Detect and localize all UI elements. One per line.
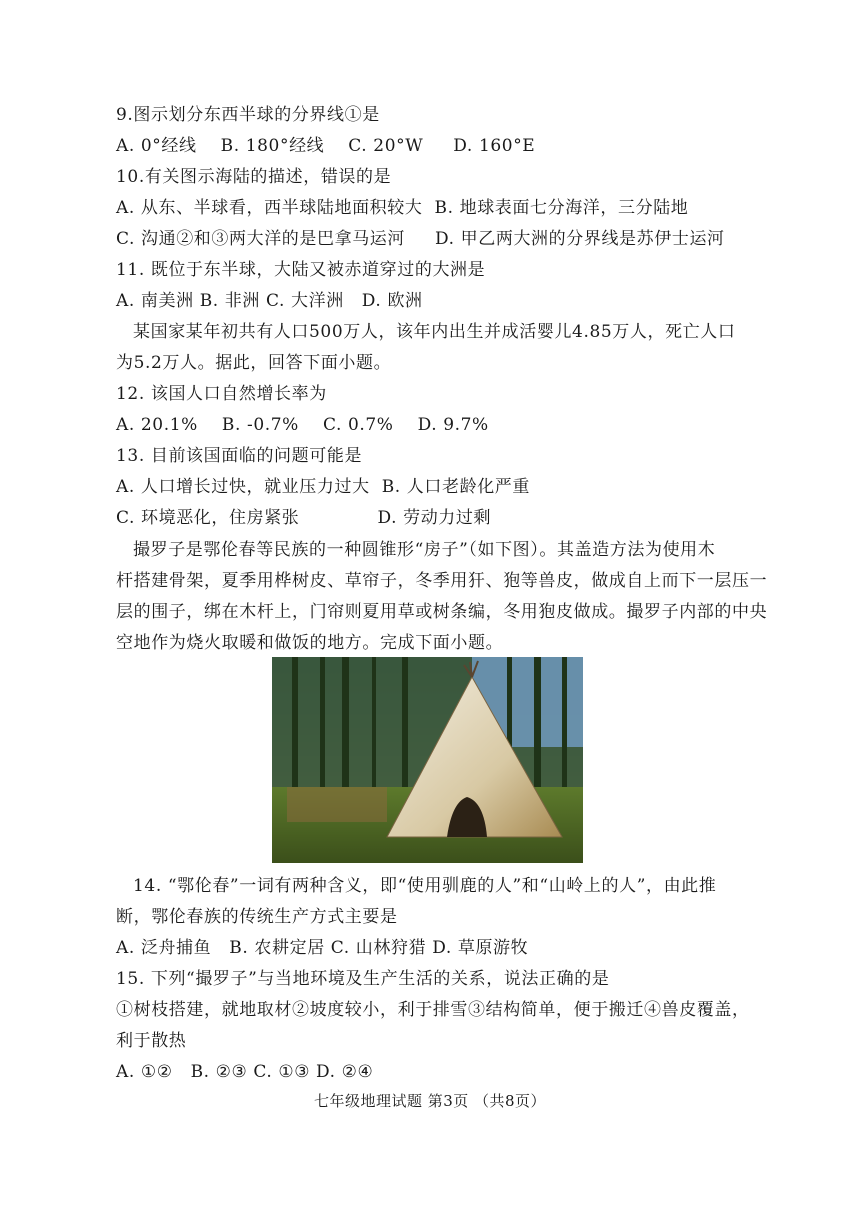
passage-population-line2: 为5.2万人。据此，回答下面小题。 xyxy=(116,353,392,373)
question-10-options-row1: A. 从东、半球看，西半球陆地面积较大 B. 地球表面七分海洋，三分陆地 xyxy=(116,198,689,218)
question-13-options-row2: C. 环境恶化，住房紧张 D. 劳动力过剩 xyxy=(116,508,492,528)
passage-tent-line4: 空地作为烧火取暖和做饭的地方。完成下面小题。 xyxy=(116,633,504,653)
question-10-options-row2: C. 沟通②和③两大洋的是巴拿马运河 D. 甲乙两大洲的分界线是苏伊士运河 xyxy=(116,229,725,249)
question-15: 15. 下列“撮罗子”与当地环境及生产生活的关系，说法正确的是 xyxy=(116,969,610,989)
question-11-options: A. 南美洲 B. 非洲 C. 大洋洲 D. 欧洲 xyxy=(116,291,423,311)
question-9-options: A. 0°经线 B. 180°经线 C. 20°W D. 160°E xyxy=(116,136,536,156)
question-14-line2: 断，鄂伦春族的传统生产方式主要是 xyxy=(116,907,398,927)
question-14-line1: 14. “鄂伦春”一词有两种含义，即“使用驯鹿的人”和“山岭上的人”，由此推 xyxy=(133,876,717,896)
question-11: 11. 既位于东半球，大陆又被赤道穿过的大洲是 xyxy=(116,260,486,280)
question-15-statements-line2: 利于散热 xyxy=(116,1031,187,1051)
question-14-options: A. 泛舟捕鱼 B. 农耕定居 C. 山林狩猎 D. 草原游牧 xyxy=(116,938,529,958)
question-12: 12. 该国人口自然增长率为 xyxy=(116,384,327,404)
question-15-statements-line1: ①树枝搭建，就地取材②坡度较小，利于排雪③结构简单，便于搬迁④兽皮覆盖， xyxy=(116,1000,750,1020)
passage-tent-line1: 撮罗子是鄂伦春等民族的一种圆锥形“房子”（如下图）。其盖造方法为使用木 xyxy=(133,540,716,560)
question-9: 9.图示划分东西半球的分界线①是 xyxy=(116,105,380,125)
passage-tent-line2: 杆搭建骨架，夏季用桦树皮、草帘子，冬季用犴、狍等兽皮，做成自上而下一层压一 xyxy=(116,571,768,591)
tent-photo xyxy=(272,657,583,863)
question-12-options: A. 20.1% B. -0.7% C. 0.7% D. 9.7% xyxy=(116,415,489,435)
question-13: 13. 目前该国面临的问题可能是 xyxy=(116,446,363,466)
page-footer: 七年级地理试题 第3页 （共8页） xyxy=(313,1092,547,1110)
question-15-options: A. ①② B. ②③ C. ①③ D. ②④ xyxy=(116,1062,374,1082)
passage-population-line1: 某国家某年初共有人口500万人，该年内出生并成活婴儿4.85万人，死亡人口 xyxy=(133,322,736,342)
question-13-options-row1: A. 人口增长过快，就业压力过大 B. 人口老龄化严重 xyxy=(116,477,530,497)
passage-tent-line3: 层的围子，绑在木杆上，门帘则夏用草或树条编，冬用狍皮做成。撮罗子内部的中央 xyxy=(116,602,768,622)
question-10: 10.有关图示海陆的描述，错误的是 xyxy=(116,167,392,187)
